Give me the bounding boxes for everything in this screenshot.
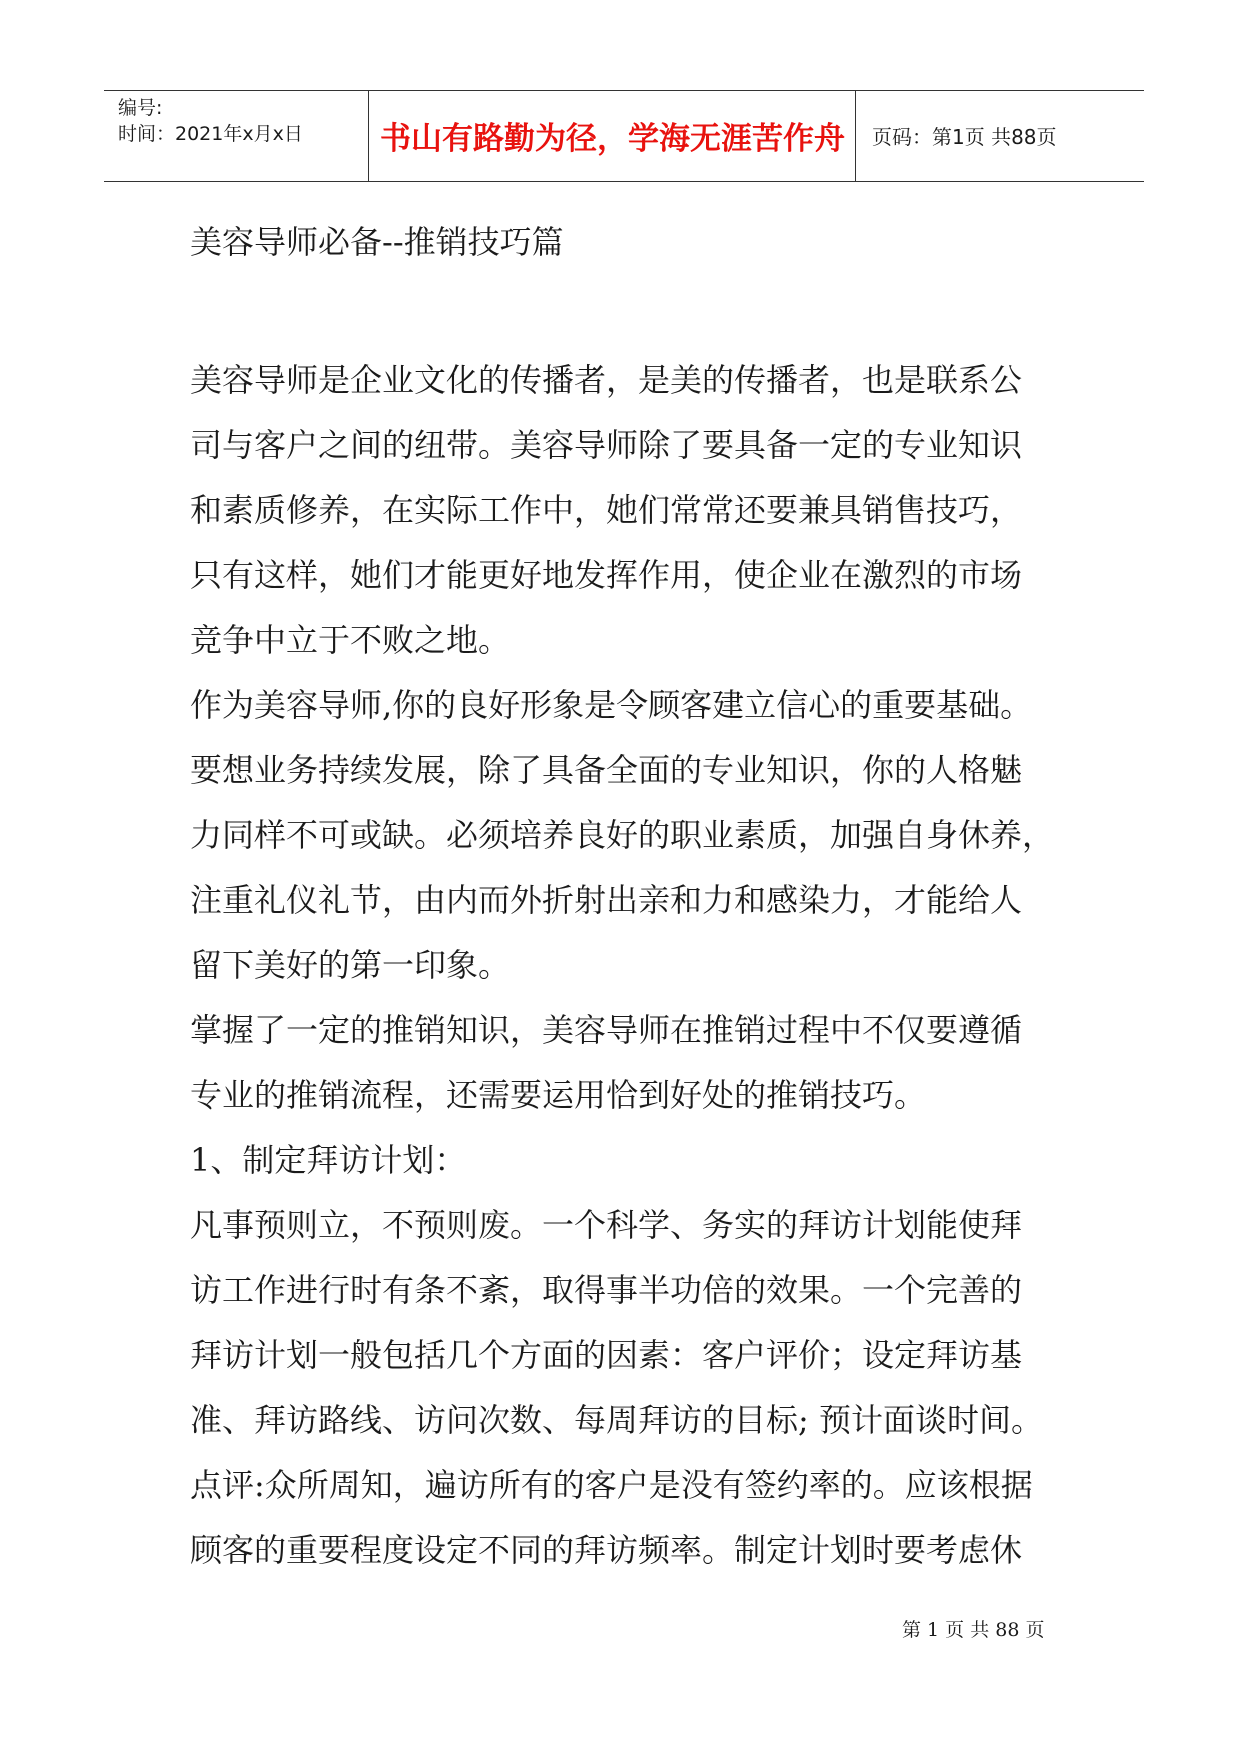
page-footer: 第 1 页 共 88 页 bbox=[902, 1619, 1045, 1641]
header-motto: 书山有路勤为径，学海无涯苦作舟 bbox=[380, 121, 845, 157]
body-line: 美容导师是企业文化的传播者，是美的传播者，也是联系公 bbox=[190, 361, 1023, 399]
body-line: 凡事预则立，不预则废。一个科学、务实的拜访计划能使拜 bbox=[190, 1206, 1023, 1244]
body-line: 顾客的重要程度设定不同的拜访频率。制定计划时要考虑休 bbox=[190, 1531, 1023, 1569]
body-line: 力同样不可或缺。必须培养良好的职业素质，加强自身休养， bbox=[190, 816, 1055, 854]
header-divider-left bbox=[368, 91, 369, 181]
body-line: 专业的推销流程，还需要运用恰到好处的推销技巧。 bbox=[190, 1076, 927, 1114]
body-line: 竞争中立于不败之地。 bbox=[190, 621, 511, 659]
header-page-number: 页码：第1页 共88页 bbox=[872, 125, 1057, 149]
body-line: 要想业务持续发展，除了具备全面的专业知识，你的人格魅 bbox=[190, 751, 1023, 789]
body-line: 访工作进行时有条不紊，取得事半功倍的效果。一个完善的 bbox=[190, 1271, 1023, 1309]
body-line: 准、拜访路线、访问次数、每周拜访的目标; 预计面谈时间。 bbox=[190, 1401, 1043, 1439]
body-line: 注重礼仪礼节，由内而外折射出亲和力和感染力，才能给人 bbox=[190, 881, 1023, 919]
body-line: 拜访计划一般包括几个方面的因素：客户评价；设定拜访基 bbox=[190, 1336, 1023, 1374]
body-line: 和素质修养，在实际工作中，她们常常还要兼具销售技巧， bbox=[190, 491, 1023, 529]
document-number-label: 编号: bbox=[118, 97, 163, 119]
body-line: 留下美好的第一印象。 bbox=[190, 946, 511, 984]
document-date: 时间：2021年x月x日 bbox=[118, 123, 303, 145]
body-line: 司与客户之间的纽带。美容导师除了要具备一定的专业知识 bbox=[190, 426, 1023, 464]
page-header bbox=[104, 90, 1144, 182]
document-title: 美容导师必备--推销技巧篇 bbox=[190, 223, 564, 261]
section-heading: 1、制定拜访计划： bbox=[190, 1141, 467, 1179]
body-line: 只有这样，她们才能更好地发挥作用，使企业在激烈的市场 bbox=[190, 556, 1023, 594]
document-body bbox=[190, 348, 1070, 1583]
header-divider-right bbox=[855, 91, 856, 181]
body-line: 点评:众所周知，遍访所有的客户是没有签约率的。应该根据 bbox=[190, 1466, 1033, 1504]
body-line: 作为美容导师,你的良好形象是令顾客建立信心的重要基础。 bbox=[190, 686, 1033, 724]
body-line: 掌握了一定的推销知识，美容导师在推销过程中不仅要遵循 bbox=[190, 1011, 1023, 1049]
